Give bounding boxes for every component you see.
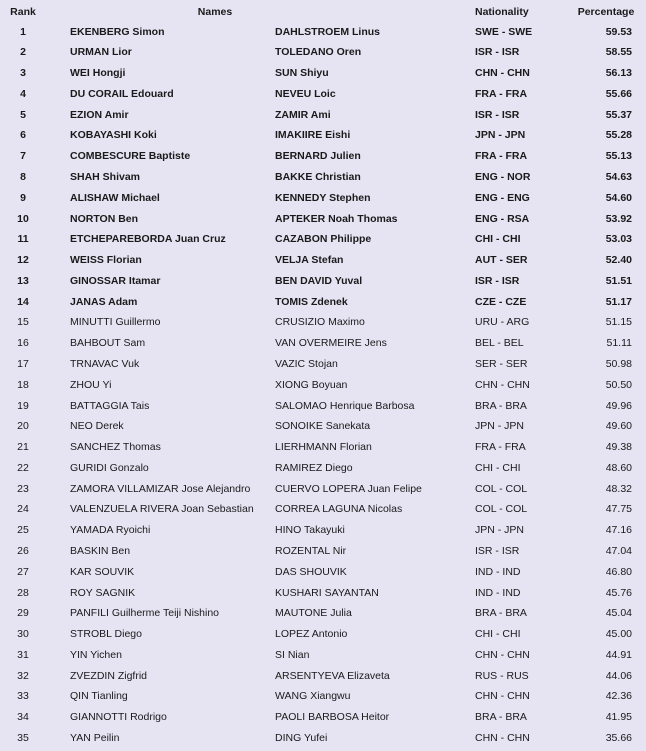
player2-cell: ZAMIR Ami bbox=[275, 108, 331, 121]
table-row bbox=[0, 437, 646, 458]
table-row bbox=[0, 333, 646, 354]
rank-cell: 24 bbox=[17, 503, 29, 516]
percentage-cell: 54.60 bbox=[605, 191, 632, 204]
rank-cell: 10 bbox=[17, 212, 29, 225]
player2-cell: APTEKER Noah Thomas bbox=[275, 212, 398, 225]
player1-cell: TRNAVAC Vuk bbox=[70, 357, 140, 370]
nationality-cell: ENG - NOR bbox=[475, 170, 531, 183]
nationality-cell: CHN - CHN bbox=[475, 732, 530, 745]
nationality-cell: BEL - BEL bbox=[475, 337, 524, 350]
rank-cell: 28 bbox=[17, 586, 29, 599]
player2-cell: RAMIREZ Diego bbox=[275, 461, 353, 474]
percentage-cell: 45.00 bbox=[605, 628, 632, 641]
percentage-cell: 49.60 bbox=[605, 420, 632, 433]
percentage-cell: 53.03 bbox=[605, 233, 632, 246]
percentage-cell: 48.32 bbox=[605, 482, 632, 495]
player1-cell: ETCHEPAREBORDA Juan Cruz bbox=[70, 233, 226, 246]
player1-cell: ALISHAW Michael bbox=[70, 191, 160, 204]
player1-cell: ZHOU Yi bbox=[70, 378, 112, 391]
table-row bbox=[0, 63, 646, 84]
nationality-cell: RUS - RUS bbox=[475, 669, 529, 682]
player1-cell: VALENZUELA RIVERA Joan Sebastian bbox=[70, 503, 254, 516]
rank-cell: 30 bbox=[17, 628, 29, 641]
percentage-cell: 55.66 bbox=[605, 87, 632, 100]
player1-cell: STROBL Diego bbox=[70, 628, 142, 641]
nationality-cell: JPN - JPN bbox=[475, 129, 526, 142]
player2-cell: XIONG Boyuan bbox=[275, 378, 348, 391]
rank-cell: 1 bbox=[20, 25, 26, 38]
nationality-cell: ENG - RSA bbox=[475, 212, 530, 225]
player2-cell: IMAKIIRE Eishi bbox=[275, 129, 351, 142]
player1-cell: BASKIN Ben bbox=[70, 545, 131, 557]
player2-cell: VAN OVERMEIRE Jens bbox=[275, 337, 387, 350]
rank-cell: 19 bbox=[17, 399, 29, 412]
nationality-cell: CHN - CHN bbox=[475, 378, 530, 391]
nationality-cell: FRA - FRA bbox=[475, 87, 528, 100]
percentage-cell: 46.80 bbox=[605, 565, 632, 578]
percentage-cell: 44.91 bbox=[605, 648, 632, 661]
player2-cell: LOPEZ Antonio bbox=[275, 628, 348, 641]
rank-cell: 23 bbox=[17, 482, 29, 495]
player1-cell: BAHBOUT Sam bbox=[70, 337, 146, 350]
player2-cell: SUN Shiyu bbox=[275, 67, 329, 80]
nationality-cell: ISR - ISR bbox=[475, 274, 520, 287]
player2-cell: KUSHARI SAYANTAN bbox=[275, 586, 379, 599]
player1-cell: EZION Amir bbox=[70, 108, 129, 121]
rank-cell: 21 bbox=[17, 441, 29, 454]
nationality-cell: IND - IND bbox=[475, 586, 521, 599]
rank-cell: 20 bbox=[17, 420, 29, 433]
percentage-cell: 56.13 bbox=[605, 67, 632, 80]
nationality-cell: FRA - FRA bbox=[475, 441, 526, 454]
percentage-cell: 50.50 bbox=[605, 378, 632, 391]
rank-cell: 34 bbox=[17, 711, 29, 724]
nationality-cell: ISR - ISR bbox=[475, 545, 520, 557]
percentage-cell: 49.38 bbox=[605, 441, 632, 454]
player2-cell: MAUTONE Julia bbox=[275, 607, 352, 620]
player1-cell: YIN Yichen bbox=[70, 648, 122, 661]
player1-cell: KOBAYASHI Koki bbox=[70, 129, 157, 142]
rank-cell: 2 bbox=[20, 46, 26, 59]
nationality-cell: CHI - CHI bbox=[475, 461, 521, 474]
nationality-cell: JPN - JPN bbox=[475, 524, 525, 537]
rank-cell: 22 bbox=[17, 461, 29, 474]
table-row bbox=[0, 562, 646, 583]
percentage-cell: 49.96 bbox=[605, 399, 632, 412]
player2-cell: CRUSIZIO Maximo bbox=[275, 316, 365, 329]
player2-cell: VAZIC Stojan bbox=[275, 357, 338, 370]
table-row bbox=[0, 105, 646, 126]
percentage-cell: 52.40 bbox=[605, 254, 632, 267]
percentage-cell: 48.60 bbox=[605, 461, 632, 474]
rank-cell: 11 bbox=[17, 233, 29, 246]
percentage-cell: 55.13 bbox=[605, 150, 632, 163]
table-row bbox=[0, 42, 646, 63]
percentage-cell: 44.06 bbox=[605, 669, 632, 682]
player1-cell: JANAS Adam bbox=[70, 295, 138, 308]
rank-cell: 8 bbox=[20, 170, 26, 183]
player1-cell: GINOSSAR Itamar bbox=[70, 274, 161, 287]
player2-cell: KENNEDY Stephen bbox=[275, 191, 371, 204]
percentage-cell: 51.51 bbox=[605, 274, 632, 287]
rank-cell: 17 bbox=[17, 357, 29, 370]
table-header bbox=[0, 2, 646, 22]
percentage-cell: 54.63 bbox=[605, 170, 632, 183]
table-row bbox=[0, 624, 646, 645]
table-row bbox=[0, 499, 646, 520]
table-row bbox=[0, 125, 646, 146]
nationality-cell: CHI - CHI bbox=[475, 233, 521, 246]
percentage-cell: 47.04 bbox=[605, 545, 632, 557]
table-row bbox=[0, 354, 646, 375]
player2-cell: VELJA Stefan bbox=[275, 254, 344, 267]
player1-cell: YAMADA Ryoichi bbox=[70, 524, 151, 537]
rank-cell: 14 bbox=[17, 295, 29, 308]
player1-cell: GURIDI Gonzalo bbox=[70, 461, 149, 474]
rank-cell: 29 bbox=[17, 607, 29, 620]
percentage-cell: 51.11 bbox=[606, 337, 632, 350]
percentage-cell: 35.66 bbox=[605, 732, 632, 745]
table-row bbox=[0, 375, 646, 396]
player2-cell: BEN DAVID Yuval bbox=[275, 274, 363, 287]
player2-cell: PAOLI BARBOSA Heitor bbox=[275, 711, 390, 724]
percentage-cell: 45.04 bbox=[605, 607, 632, 620]
player1-cell: ZAMORA VILLAMIZAR Jose Alejandro bbox=[70, 482, 251, 495]
nationality-cell: CHN - CHN bbox=[475, 648, 530, 661]
table-row bbox=[0, 396, 646, 417]
rank-cell: 7 bbox=[20, 150, 26, 163]
rank-cell: 33 bbox=[17, 690, 29, 703]
table-row bbox=[0, 22, 646, 43]
nationality-cell: AUT - SER bbox=[475, 254, 528, 267]
table-row bbox=[0, 292, 646, 313]
table-row bbox=[0, 707, 646, 728]
nationality-cell: COL - COL bbox=[475, 503, 528, 516]
rank-cell: 35 bbox=[17, 732, 29, 745]
table-row bbox=[0, 229, 646, 250]
rank-cell: 12 bbox=[17, 254, 29, 267]
rank-cell: 15 bbox=[17, 316, 29, 329]
nationality-cell: ENG - ENG bbox=[475, 191, 530, 204]
nationality-cell: COL - COL bbox=[475, 482, 528, 495]
header-percentage: Percentage bbox=[577, 6, 635, 18]
player2-cell: CAZABON Philippe bbox=[275, 233, 372, 246]
nationality-cell: SER - SER bbox=[475, 357, 528, 370]
nationality-cell: IND - IND bbox=[475, 565, 521, 578]
table-row bbox=[0, 312, 646, 333]
table-row bbox=[0, 583, 646, 604]
rank-cell: 5 bbox=[20, 108, 26, 121]
player2-cell: SI Nian bbox=[275, 648, 310, 661]
rank-cell: 26 bbox=[17, 545, 29, 557]
rank-cell: 9 bbox=[20, 191, 26, 204]
player2-cell: LIERHMANN Florian bbox=[275, 441, 372, 454]
nationality-cell: ISR - ISR bbox=[475, 46, 520, 59]
player2-cell: TOMIS Zdenek bbox=[275, 295, 348, 308]
percentage-cell: 41.95 bbox=[605, 711, 632, 724]
percentage-cell: 47.75 bbox=[605, 503, 632, 516]
nationality-cell: ISR - ISR bbox=[475, 108, 520, 121]
table-row bbox=[0, 686, 646, 707]
rank-cell: 25 bbox=[17, 524, 29, 537]
player1-cell: KAR SOUVIK bbox=[70, 565, 135, 578]
rank-cell: 6 bbox=[20, 129, 26, 142]
percentage-cell: 50.98 bbox=[605, 357, 632, 370]
player2-cell: CORREA LAGUNA Nicolas bbox=[275, 503, 403, 516]
player2-cell: DAS SHOUVIK bbox=[275, 565, 347, 578]
rank-cell: 32 bbox=[17, 669, 29, 682]
nationality-cell: SWE - SWE bbox=[475, 25, 533, 38]
rank-cell: 31 bbox=[17, 648, 29, 661]
table-row bbox=[0, 416, 646, 437]
header-names: Names bbox=[197, 6, 233, 18]
player2-cell: DAHLSTROEM Linus bbox=[275, 25, 380, 38]
table-row bbox=[0, 728, 646, 749]
percentage-cell: 42.36 bbox=[605, 690, 632, 703]
percentage-cell: 55.28 bbox=[605, 129, 632, 142]
player2-cell: NEVEU Loic bbox=[275, 87, 336, 100]
percentage-cell: 59.53 bbox=[605, 25, 632, 38]
nationality-cell: CHI - CHI bbox=[475, 628, 521, 641]
table-row bbox=[0, 541, 646, 562]
player1-cell: SHAH Shivam bbox=[70, 170, 141, 183]
player2-cell: SONOIKE Sanekata bbox=[275, 420, 371, 433]
player1-cell: DU CORAIL Edouard bbox=[70, 87, 174, 100]
player1-cell: NEO Derek bbox=[70, 420, 124, 433]
percentage-cell: 47.16 bbox=[605, 524, 632, 537]
player2-cell: BAKKE Christian bbox=[275, 170, 361, 183]
player1-cell: WEI Hongji bbox=[70, 67, 126, 80]
percentage-cell: 53.92 bbox=[605, 212, 632, 225]
nationality-cell: FRA - FRA bbox=[475, 150, 528, 163]
player1-cell: ROY SAGNIK bbox=[70, 586, 136, 599]
player2-cell: ROZENTAL Nir bbox=[275, 545, 347, 557]
table-row bbox=[0, 666, 646, 687]
player1-cell: QIN Tianling bbox=[70, 690, 128, 703]
player1-cell: NORTON Ben bbox=[70, 212, 139, 225]
rank-cell: 3 bbox=[20, 67, 26, 80]
nationality-cell: CHN - CHN bbox=[475, 67, 530, 80]
player1-cell: YAN Peilin bbox=[70, 732, 120, 745]
table-row bbox=[0, 250, 646, 271]
player1-cell: SANCHEZ Thomas bbox=[70, 441, 161, 454]
player2-cell: DING Yufei bbox=[275, 732, 328, 745]
player2-cell: BERNARD Julien bbox=[275, 150, 361, 163]
nationality-cell: CZE - CZE bbox=[475, 295, 527, 308]
nationality-cell: BRA - BRA bbox=[475, 711, 527, 724]
player1-cell: WEISS Florian bbox=[70, 254, 142, 267]
table-row bbox=[0, 209, 646, 230]
percentage-cell: 58.55 bbox=[605, 46, 632, 59]
player1-cell: BATTAGGIA Tais bbox=[70, 399, 150, 412]
rank-cell: 16 bbox=[17, 337, 29, 350]
rank-cell: 18 bbox=[17, 378, 29, 391]
table-row bbox=[0, 458, 646, 479]
nationality-cell: BRA - BRA bbox=[475, 399, 527, 412]
table-row bbox=[0, 603, 646, 624]
player2-cell: WANG Xiangwu bbox=[275, 690, 351, 703]
player1-cell: ZVEZDIN Zigfrid bbox=[70, 669, 148, 682]
table-row bbox=[0, 271, 646, 292]
table-row bbox=[0, 167, 646, 188]
rank-cell: 27 bbox=[17, 565, 29, 578]
nationality-cell: JPN - JPN bbox=[475, 420, 525, 433]
table-row bbox=[0, 645, 646, 666]
header-rank: Rank bbox=[10, 6, 36, 18]
percentage-cell: 45.76 bbox=[605, 586, 632, 599]
nationality-cell: URU - ARG bbox=[475, 316, 530, 329]
rank-cell: 13 bbox=[17, 274, 29, 287]
player1-cell: URMAN Lior bbox=[70, 46, 132, 59]
player2-cell: CUERVO LOPERA Juan Felipe bbox=[275, 482, 422, 495]
player1-cell: PANFILI Guilherme Teiji Nishino bbox=[70, 607, 219, 620]
table-row bbox=[0, 188, 646, 209]
table-row bbox=[0, 84, 646, 105]
table-row bbox=[0, 479, 646, 500]
player2-cell: HINO Takayuki bbox=[275, 524, 345, 537]
player2-cell: SALOMAO Henrique Barbosa bbox=[275, 399, 415, 412]
player1-cell: EKENBERG Simon bbox=[70, 25, 165, 38]
player2-cell: TOLEDANO Oren bbox=[275, 46, 362, 59]
nationality-cell: BRA - BRA bbox=[475, 607, 527, 620]
header-nationality: Nationality bbox=[475, 6, 529, 18]
rank-cell: 4 bbox=[20, 87, 26, 100]
table-row bbox=[0, 520, 646, 541]
player1-cell: COMBESCURE Baptiste bbox=[70, 150, 191, 163]
percentage-cell: 51.15 bbox=[605, 316, 632, 329]
player1-cell: GIANNOTTI Rodrigo bbox=[70, 711, 167, 724]
table-row bbox=[0, 146, 646, 167]
percentage-cell: 55.37 bbox=[605, 108, 632, 121]
player2-cell: ARSENTYEVA Elizaveta bbox=[275, 669, 390, 682]
percentage-cell: 51.17 bbox=[605, 295, 632, 308]
nationality-cell: CHN - CHN bbox=[475, 690, 530, 703]
player1-cell: MINUTTI Guillermo bbox=[70, 316, 161, 329]
